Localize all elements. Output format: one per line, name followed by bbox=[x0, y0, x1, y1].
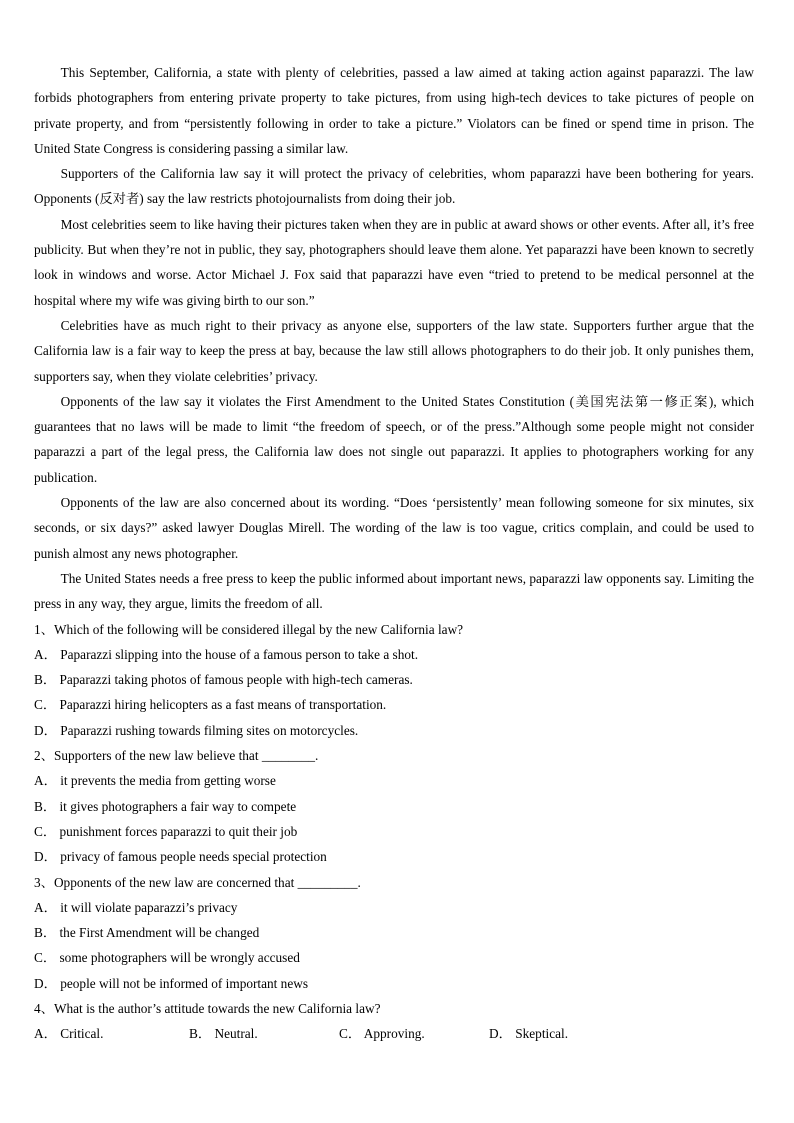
paragraph: Supporters of the California law say it will protect the privacy of celebrities, whom paparazzi have been bothering for years. Opponents (反对者) say the law restricts photojournalists from doing their job. bbox=[34, 166, 754, 207]
question-option[interactable]: D． Skeptical. bbox=[489, 1026, 569, 1042]
paragraph: Most celebrities seem to like having their pictures taken when they are in public at award shows or other events. After all, it’s free publicity. But when they’re not in public, they say, photographers should leave them alone. Yet paparazzi have been known to secretly look in windows and worse. Actor Michael J. Fox said that paparazzi have even “tried to pretend to be medical personnel at the hospital where my wife was giving birth to our son.” bbox=[34, 216, 754, 308]
paragraph: This September, California, a state with plenty of celebrities, passed a law aimed at taking action against paparazzi. The law forbids photographers from entering private property to take pictures, from using high-tech devices to take pictures of people on private property, and from “persistently following in order to take a picture.” Violators can be fined or spend time in prison. The United State Congress is considering passing a similar law. bbox=[34, 65, 754, 156]
question-option[interactable]: A． Paparazzi slipping into the house of a famous person to take a shot. bbox=[34, 646, 419, 662]
question-option[interactable]: C． Paparazzi hiring helicopters as a fast means of transportation. bbox=[34, 697, 387, 713]
document-body bbox=[34, 60, 754, 1047]
paragraph: Celebrities have as much right to their privacy as anyone else, supporters of the law state. Supporters further argue that the California law is a fair way to keep the press at bay, because the law still allows photographers to do their job. It only punishes them, supporters say, when they violate celebrities’ privacy. bbox=[34, 317, 754, 384]
question-stem: 2、Supporters of the new law believe that ________. bbox=[34, 748, 319, 764]
question-option[interactable]: C． some photographers will be wrongly accused bbox=[34, 950, 300, 966]
question-option[interactable]: B． Neutral. bbox=[189, 1026, 258, 1042]
question-option-row bbox=[34, 1021, 754, 1046]
question-option[interactable]: D． Paparazzi rushing towards filming sites on motorcycles. bbox=[34, 722, 359, 738]
question-option[interactable]: A． Critical. bbox=[34, 1026, 104, 1042]
question-option[interactable]: A． it prevents the media from getting worse bbox=[34, 773, 276, 789]
question-option[interactable]: C． Approving. bbox=[339, 1026, 425, 1042]
question-option[interactable]: B． Paparazzi taking photos of famous people with high-tech cameras. bbox=[34, 672, 413, 688]
question-option[interactable]: B． it gives photographers a fair way to compete bbox=[34, 798, 297, 814]
question-option[interactable]: B． the First Amendment will be changed bbox=[34, 925, 260, 941]
question-option[interactable]: D． people will not be informed of important news bbox=[34, 975, 309, 991]
question-stem: 4、What is the author’s attitude towards the new California law? bbox=[34, 1000, 381, 1016]
paragraph: The United States needs a free press to keep the public informed about important news, paparazzi law opponents say. Limiting the press in any way, they argue, limits the freedom of all. bbox=[34, 570, 754, 612]
question-option[interactable]: A． it will violate paparazzi’s privacy bbox=[34, 899, 238, 915]
question-option[interactable]: C． punishment forces paparazzi to quit their job bbox=[34, 823, 298, 839]
question-stem: 3、Opponents of the new law are concerned that _________. bbox=[34, 874, 361, 890]
paragraph: Opponents of the law are also concerned about its wording. “Does ‘persistently’ mean following someone for six minutes, six seconds, or six days?” asked lawyer Douglas Mirell. The wording of the law is too vague, critics complain, and could be used to punish almost any news photographer. bbox=[34, 495, 754, 561]
question-stem: 1、Which of the following will be considered illegal by the new California law? bbox=[34, 621, 464, 637]
question-option[interactable]: D． privacy of famous people needs special protection bbox=[34, 849, 327, 865]
paragraph: Opponents of the law say it violates the First Amendment to the United States Constitution (美国宪法第一修正案), which guarantees that no laws will be made to limit “the freedom of speech, or of the press.”Although some people might not consider paparazzi a part of the legal press, the California law does not single out paparazzi. It applies to photographers working for any publication. bbox=[34, 393, 754, 485]
